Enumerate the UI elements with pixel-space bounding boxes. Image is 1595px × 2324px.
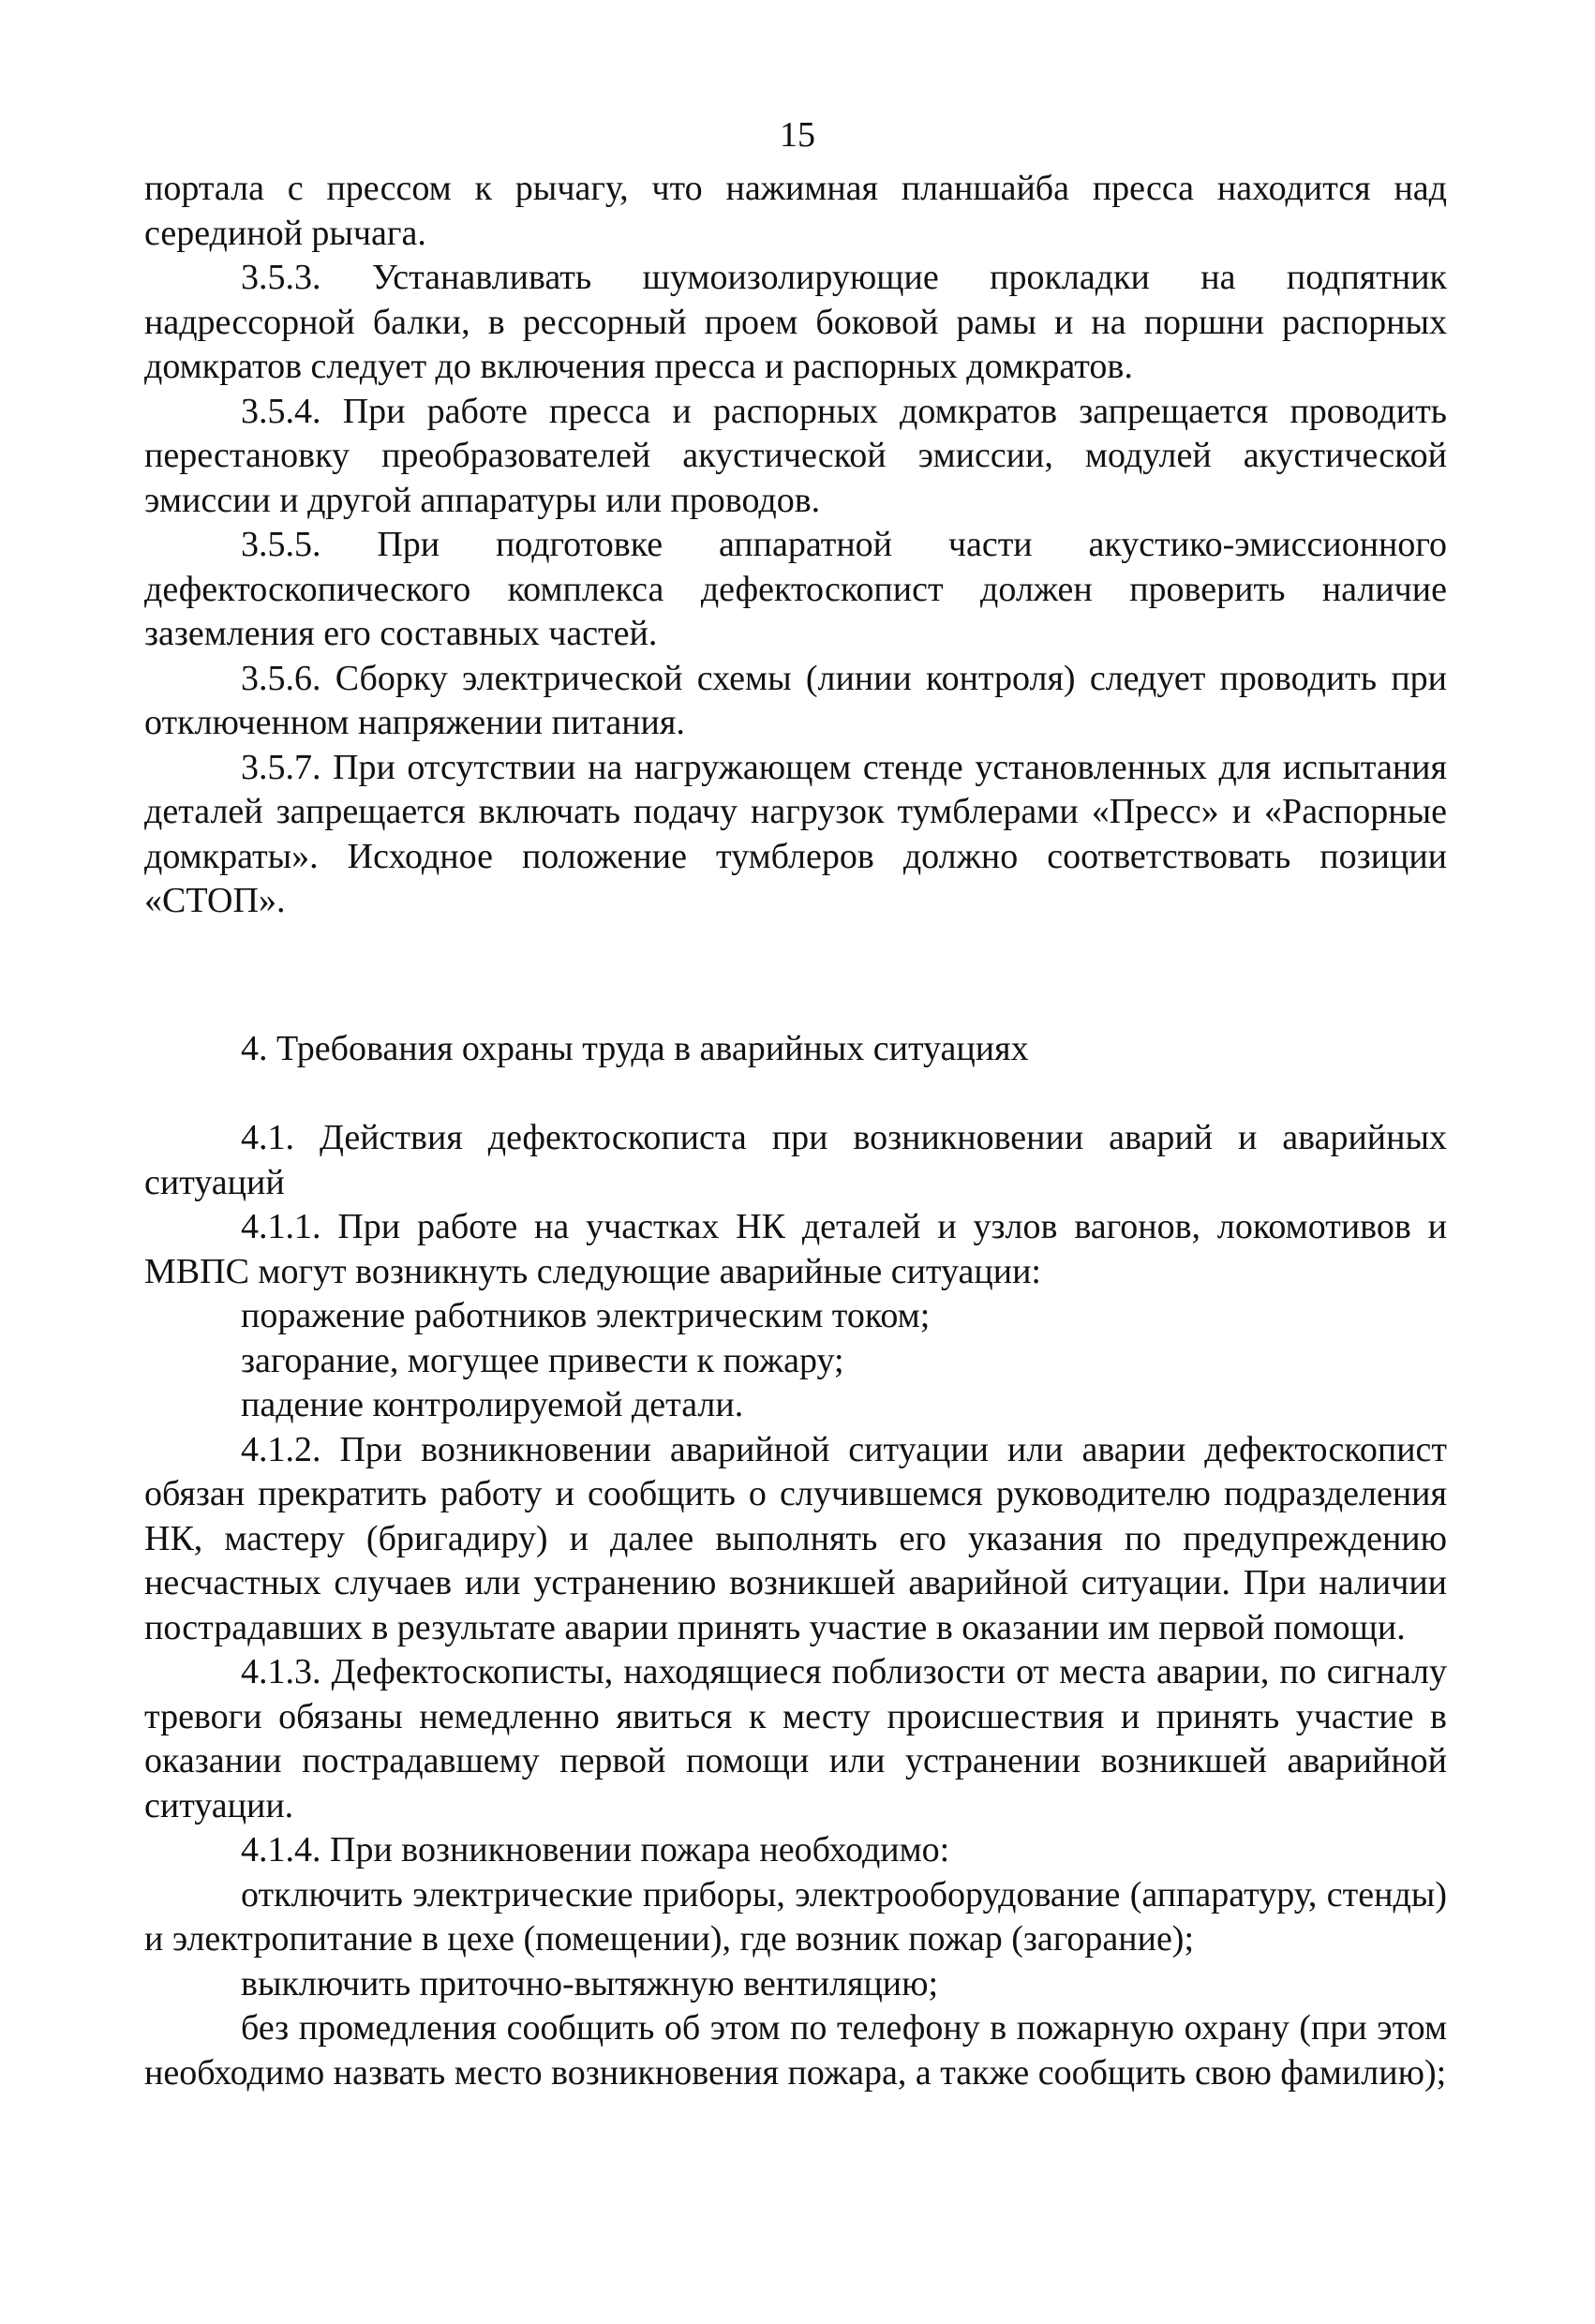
paragraph-continuation: портала с прессом к рычагу, что нажимная планшайба пресса находится над серединой рычага.: [144, 169, 1447, 253]
list-item-electric-shock: поражение работников электрическим током;: [241, 1296, 931, 1335]
page-number: 15: [780, 115, 815, 155]
paragraph-3-5-5: 3.5.5. При подготовке аппаратной части акустико-эмиссионного дефектоскопического комплекса дефектоскопист должен проверить наличие заземления его составных частей.: [144, 525, 1447, 653]
paragraph-4-1: 4.1. Действия дефектоскописта при возникновении аварий и аварийных ситуаций: [144, 1118, 1447, 1202]
section-heading-4: 4. Требования охраны труда в аварийных ситуациях: [241, 1028, 1029, 1068]
paragraph-3-5-4: 3.5.4. При работе пресса и распорных домкратов запрещается проводить перестановку преобразователей акустической эмиссии, модулей акустической эмиссии и другой аппаратуры или проводов.: [144, 391, 1447, 520]
paragraph-4-1-1: 4.1.1. При работе на участках НК деталей и узлов вагонов, локомотивов и МВПС могут возникнуть следующие аварийные ситуации:: [144, 1207, 1447, 1291]
paragraph-3-5-3: 3.5.3. Устанавливать шумоизолирующие прокладки на подпятник надрессорной балки, в рессорный проем боковой рамы и на поршни распорных домкратов следует до включения пресса и распорных домкратов.: [144, 258, 1447, 386]
paragraph-4-1-3: 4.1.3. Дефектоскописты, находящиеся поблизости от места аварии, по сигналу тревоги обязаны немедленно явиться к месту происшествия и принять участие в оказании пострадавшему первой помощи или устранении возникшей аварийной ситуации.: [144, 1652, 1447, 1825]
list-item-fire-ignition: загорание, могущее привести к пожару;: [241, 1340, 844, 1380]
list-item-call-fire-service: без промедления сообщить об этом по телефону в пожарную охрану (при этом необходимо назвать место возникновения пожара, а также сообщить свою фамилию);: [144, 2008, 1447, 2093]
paragraph-3-5-7: 3.5.7. При отсутствии на нагружающем стенде установленных для испытания деталей запрещается включать подачу нагрузок тумблерами «Пресс» и «Распорные домкраты». Исходное положение тумблеров должно соответствовать позиции «СТОП».: [144, 747, 1447, 920]
paragraph-4-1-4: 4.1.4. При возникновении пожара необходимо:: [241, 1830, 950, 1870]
list-item-ventilation-off: выключить приточно-вытяжную вентиляцию;: [241, 1963, 939, 2004]
paragraph-3-5-6: 3.5.6. Сборку электрической схемы (линии контроля) следует проводить при отключенном напряжении питания.: [144, 658, 1447, 742]
list-item-disconnect-power: отключить электрические приборы, электрооборудование (аппаратуру, стенды) и электропитание в цехе (помещении), где возник пожар (загорание);: [144, 1874, 1447, 1959]
list-item-part-fall: падение контролируемой детали.: [241, 1385, 744, 1424]
document-body: [144, 167, 1447, 2095]
paragraph-4-1-2: 4.1.2. При возникновении аварийной ситуации или аварии дефектоскопист обязан прекратить работу и сообщить о случившемся руководителю подразделения НК, мастеру (бригадиру) и далее выполнять его указания по предупреждению несчастных случаев или устранению возникшей аварийной ситуации. При наличии пострадавших в результате аварии принять участие в оказании им первой помощи.: [144, 1429, 1447, 1647]
